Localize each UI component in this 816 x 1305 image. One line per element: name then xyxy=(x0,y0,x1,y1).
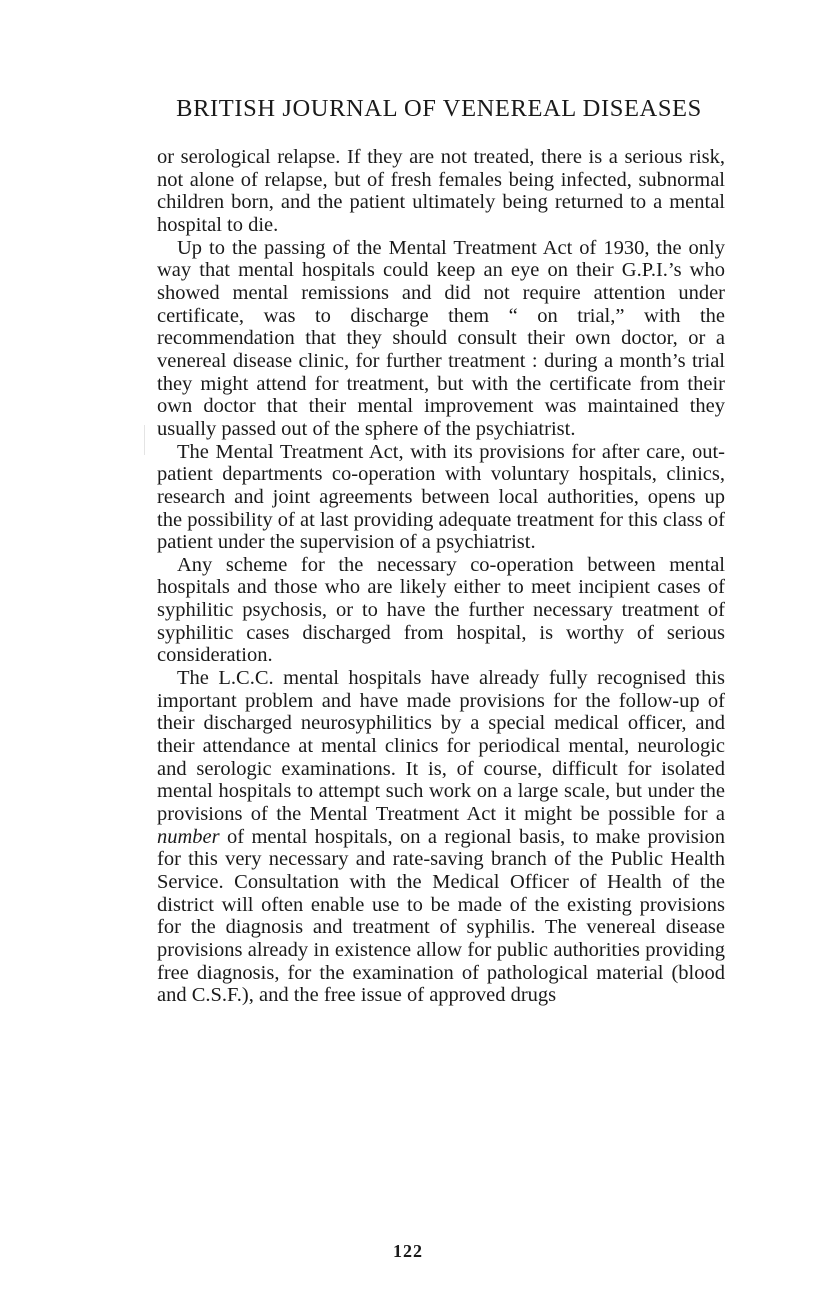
running-head: BRITISH JOURNAL OF VENEREAL DISEASES xyxy=(176,95,702,122)
paragraph-lcc-hospitals xyxy=(157,667,725,1007)
paragraph-mental-treatment-act-provisions: The Mental Treatment Act, with its provisions for after care, out-patient departments co-operation with voluntary hospitals, clinics, research and joint agreements between local authorities, opens up the possibility of at last providing adequate treatment for this class of patient under the supervision of a psychiatrist. xyxy=(157,440,725,554)
paragraph-continued: or serological relapse. If they are not treated, there is a serious risk, not alone of relapse, but of fresh females being infected, subnormal children born, and the patient ultimately being returned to a mental hospital to die. xyxy=(157,146,725,236)
page-number: 122 xyxy=(393,1241,423,1261)
paragraph-co-operation-scheme: Any scheme for the necessary co-operation between mental hospitals and those who are likely either to meet incipient cases of syphilitic psychosis, or to have the further necessary treatment of syphilitic cases discharged from hospital, is worthy of serious consideration. xyxy=(157,553,725,667)
paragraph-text-part: of mental hospitals, on a regional basis, to make provision for this very necessary and rate-saving branch of the Public Health Service. Consultation with the Medical Officer of Health of the district will often enable use to be made of the existing provisions for the diagnosis and treatment of syphilis. The venereal disease provisions already in existence allow for public authorities providing free diagnosis, for the examination of pathological material (blood and C.S.F.), and the free issue of approved drugs xyxy=(157,825,725,1007)
article-body xyxy=(157,146,725,1007)
margin-mark xyxy=(144,425,145,455)
paragraph-mental-treatment-act-history: Up to the passing of the Mental Treatment Act of 1930, the only way that mental hospitals could keep an eye on their G.P.I.’s who showed mental remissions and did not require attention under certificate, was to discharge them “ on trial,” with the recommendation that they should consult their own doctor, or a venereal disease clinic, for further treatment : during a month’s trial they might attend for treatment, but with the certificate from their own doctor that their mental improvement was maintained they usually passed out of the sphere of the psychiatrist. xyxy=(157,236,725,440)
emphasis-number: number xyxy=(157,825,220,848)
paragraph-text-part: The L.C.C. mental hospitals have already fully recognised this important problem and have made provisions for the follow-up of their discharged neurosyphilitics by a special medical officer, and their attendance at mental clinics for periodical mental, neurologic and serologic examinations. It is, of course, difficult for isolated mental hospitals to attempt such work on a large scale, but under the provisions of the Mental Treatment Act it might be possible for a xyxy=(157,667,725,826)
